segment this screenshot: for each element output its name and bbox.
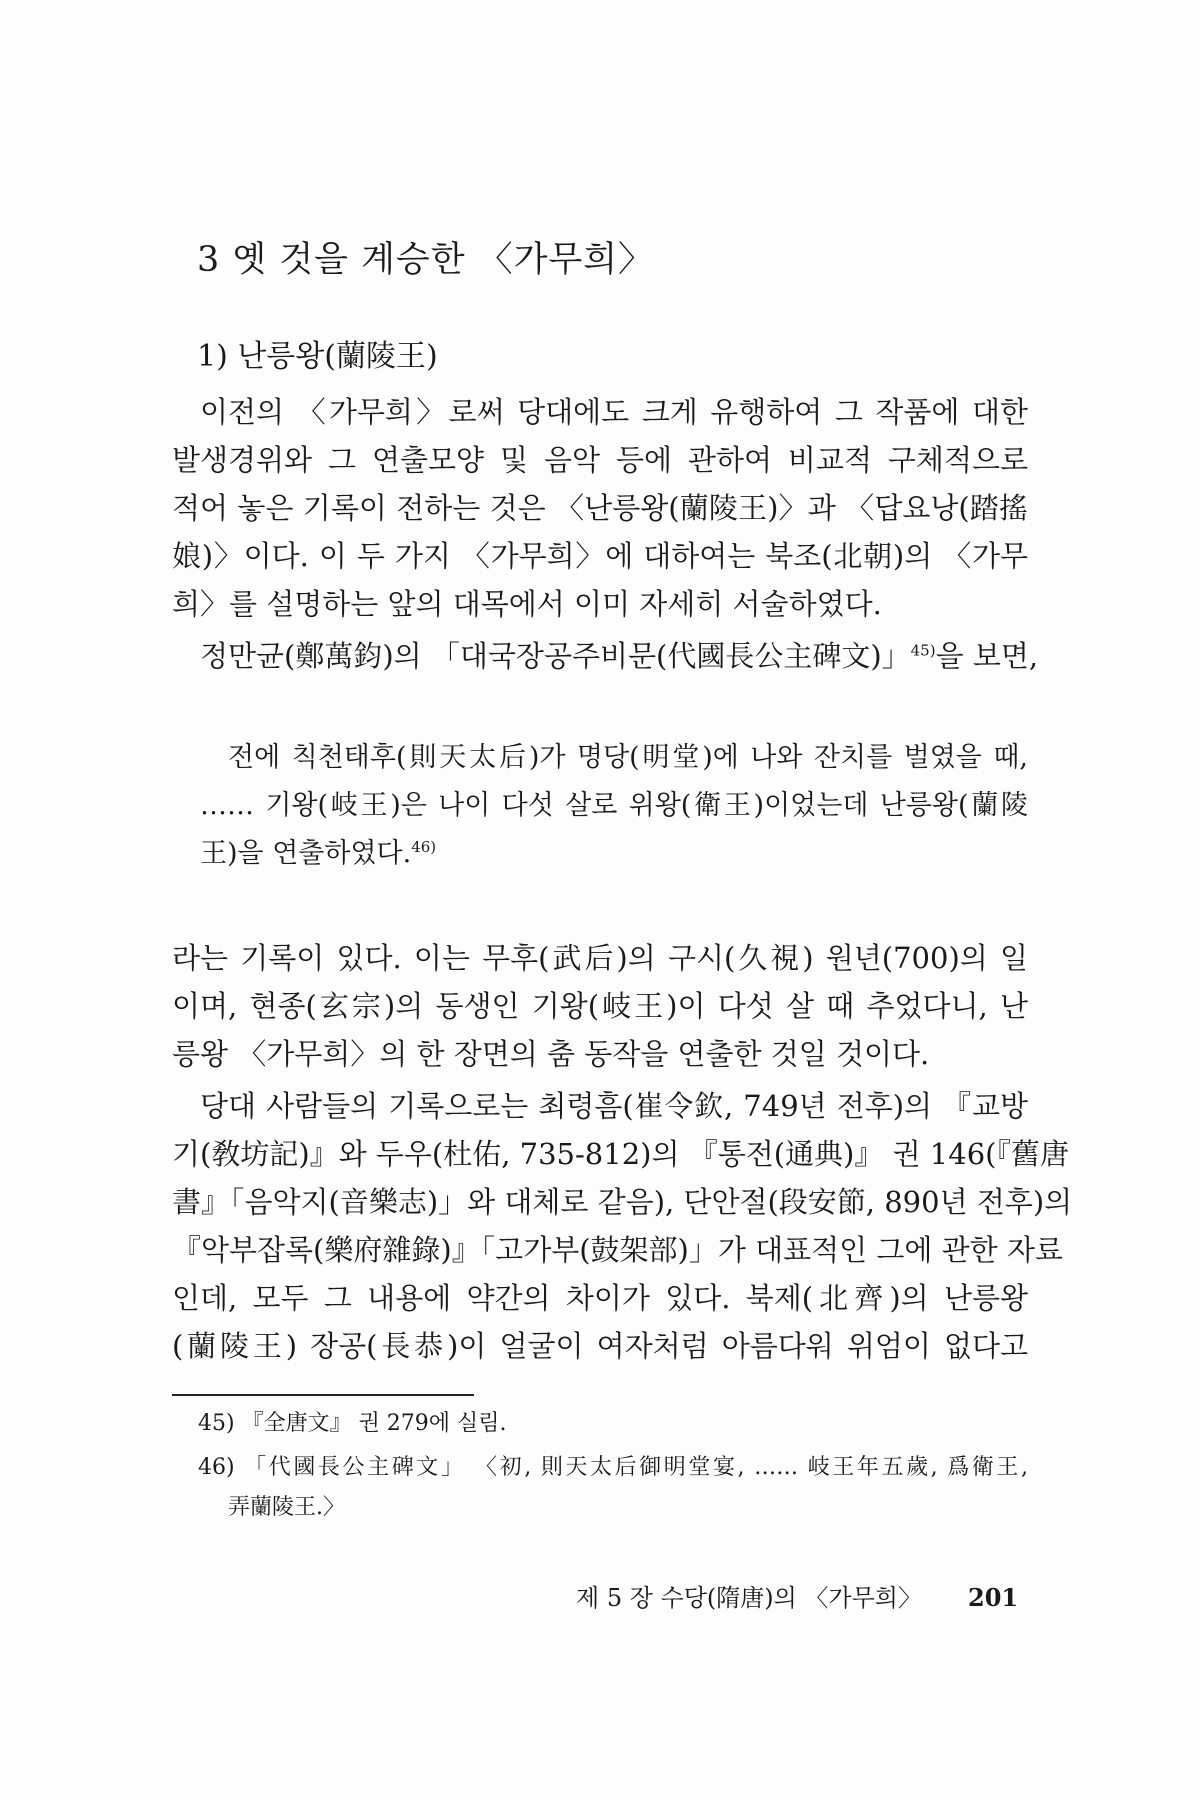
paragraph-3-line-3: 릉왕 〈가무희〉의 한 장면의 춤 동작을 연출한 것일 것이다. (172, 1037, 930, 1071)
paragraph-1-line-5: 희〉를 설명하는 앞의 대목에서 이미 자세히 서술하였다. (172, 587, 882, 621)
running-footer: 제 5 장 수당(隋唐)의 〈가무희〉 (576, 1584, 922, 1612)
paragraph-1-line-4: 娘)〉이다. 이 두 가지 〈가무희〉에 대하여는 북조(北朝)의 〈가무 (172, 539, 1028, 573)
paragraph-1-line-2: 발생경위와 그 연출모양 및 음악 등에 관하여 비교적 구체적으로 (172, 443, 1028, 477)
footnote-ref-46: 46) (411, 838, 437, 856)
subsection-title: 1) 난릉왕(蘭陵王) (197, 339, 438, 374)
footnote-46-line-2: 弄蘭陵王.〉 (228, 1495, 345, 1520)
page-number: 201 (968, 1583, 1019, 1612)
footnote-45: 45) 『全唐文』 권 279에 실림. (198, 1411, 507, 1436)
section-title: 3 옛 것을 계승한 〈가무희〉 (197, 240, 655, 280)
quote-line-2: …… 기왕(岐王)은 나이 다섯 살로 위왕(衛王)이었는데 난릉왕(蘭陵 (200, 790, 1028, 821)
paragraph-1-line-1: 이전의 〈가무희〉로써 당대에도 크게 유행하여 그 작품에 대한 (200, 395, 1028, 429)
quote-last-text: 王)을 연출하였다. (200, 838, 412, 869)
paragraph-3-line-2: 이며, 현종(玄宗)의 동생인 기왕(岐王)이 다섯 살 때 추었다니, 난 (172, 989, 1028, 1023)
quote-line-1: 전에 칙천태후(則天太后)가 명당(明堂)에 나와 잔치를 벌였을 때, (228, 742, 1028, 773)
paragraph-2 (200, 636, 1039, 676)
paragraph-4-line-3: 書』「음악지(音樂志)」와 대체로 같음), 단안절(段安節, 890년 전후)의 (172, 1185, 1073, 1219)
quote-line-3 (200, 834, 1028, 874)
paragraph-4-line-1: 당대 사람들의 기록으로는 최령흠(崔令欽, 749년 전후)의 『교방 (200, 1089, 1028, 1123)
footnote-ref-45: 45) (910, 641, 936, 660)
footnote-divider (172, 1394, 474, 1396)
footnote-46-line-1: 46) 「代國長公主碑文」 〈初, 則天太后御明堂宴, …… 岐王年五歲, 爲衛王, (198, 1455, 1028, 1480)
paragraph-3-line-1: 라는 기록이 있다. 이는 무후(武后)의 구시(久視) 원년(700)의 일 (172, 941, 1028, 975)
paragraph-4-line-4: 『악부잡록(樂府雜錄)』「고가부(鼓架部)」가 대표적인 그에 관한 자료 (172, 1233, 1063, 1267)
paragraph-4-line-2: 기(敎坊記)』와 두우(杜佑, 735-812)의 『통전(通典)』 권 146(『舊唐 (172, 1137, 1069, 1171)
paragraph-2-text: 정만균(鄭萬鈞)의 「대국장공주비문(代國長公主碑文)」 (200, 639, 911, 673)
paragraph-1-line-3: 적어 놓은 기록이 전하는 것은 〈난릉왕(蘭陵王)〉과 〈답요낭(踏搖 (172, 491, 1028, 525)
paragraph-2-text-end: 을 보면, (935, 639, 1039, 673)
paragraph-4-line-5: 인데, 모두 그 내용에 약간의 차이가 있다. 북제(北齊)의 난릉왕 (172, 1281, 1028, 1315)
paragraph-4-line-6: (蘭陵王) 장공(長恭)이 얼굴이 여자처럼 아름다워 위엄이 없다고 (172, 1329, 1028, 1363)
